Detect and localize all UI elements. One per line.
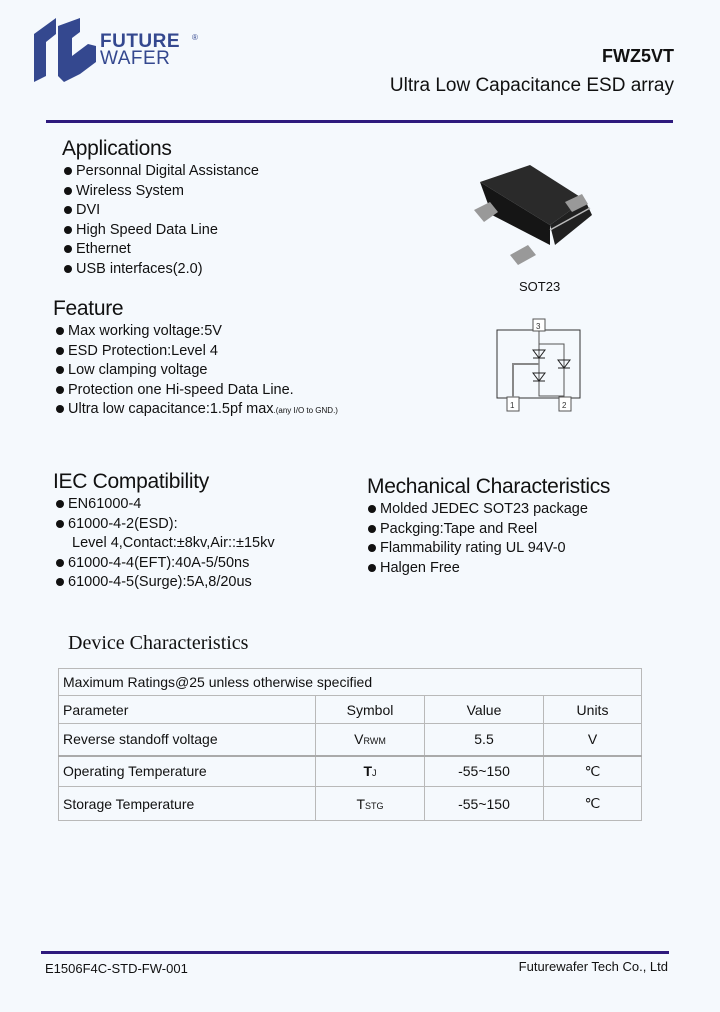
package-label: SOT23 xyxy=(519,279,561,294)
brand-line1: FUTURE xyxy=(100,31,181,52)
header-rule xyxy=(46,120,673,123)
mechanical-list xyxy=(368,500,588,578)
list-item: Low clamping voltage xyxy=(56,361,338,381)
feature-title: Feature xyxy=(53,297,124,320)
iec-list xyxy=(56,495,275,593)
table-caption: Maximum Ratings@25 unless otherwise specified xyxy=(59,669,642,696)
part-number: FWZ5VT xyxy=(602,46,674,66)
capacitance-note: .(any I/O to GND.) xyxy=(273,406,338,415)
table-row xyxy=(59,756,642,787)
unit-cell: V xyxy=(544,724,642,756)
list-item: Max working voltage:5V xyxy=(56,322,338,342)
pin-3-label: 3 xyxy=(536,322,541,331)
list-item: 61000-4-5(Surge):5A,8/20us xyxy=(56,573,275,593)
param-cell: Operating Temperature xyxy=(59,756,316,787)
list-item: Packging:Tape and Reel xyxy=(368,520,588,540)
param-cell: Reverse standoff voltage xyxy=(59,724,316,756)
list-item: High Speed Data Line xyxy=(64,221,259,241)
subtitle: Ultra Low Capacitance ESD array xyxy=(389,75,674,96)
company-logo xyxy=(32,16,98,84)
list-item: Flammability rating UL 94V-0 xyxy=(368,539,588,559)
symbol-cell: TSTG xyxy=(316,787,425,821)
list-item: 61000-4-2(ESD): xyxy=(56,515,275,535)
company-name: Futurewafer Tech Co., Ltd xyxy=(518,959,668,974)
header-cell: Value xyxy=(425,696,544,724)
footer-rule xyxy=(41,951,669,954)
mechanical-title: Mechanical Characteristics xyxy=(367,475,611,498)
list-item: Molded JEDEC SOT23 package xyxy=(368,500,588,520)
header-cell: Symbol xyxy=(316,696,425,724)
device-title: Device Characteristics xyxy=(68,632,249,654)
ratings-table xyxy=(58,668,642,821)
list-item: Level 4,Contact:±8kv,Air::±15kv xyxy=(72,535,275,551)
doc-code: E1506F4C-STD-FW-001 xyxy=(45,961,188,976)
list-item: 61000-4-4(EFT):40A-5/50ns xyxy=(56,554,275,574)
list-item: Ultra low capacitance:1.5pf max.(any I/O to GND.) xyxy=(56,400,338,420)
circuit-schematic xyxy=(496,318,582,413)
list-item: EN61000-4 xyxy=(56,495,275,515)
brand-line2: WAFER xyxy=(100,48,171,69)
list-item: ESD Protection:Level 4 xyxy=(56,342,338,362)
list-item: Wireless System xyxy=(64,182,259,202)
applications-title: Applications xyxy=(62,137,172,160)
list-item: DVI xyxy=(64,201,259,221)
unit-cell: ℃ xyxy=(544,756,642,787)
param-cell: Storage Temperature xyxy=(59,787,316,821)
table-header-row xyxy=(59,696,642,724)
iec-title: IEC Compatibility xyxy=(53,470,209,493)
unit-cell: ℃ xyxy=(544,787,642,821)
list-item: USB interfaces(2.0) xyxy=(64,260,259,280)
list-item: Personnal Digital Assistance xyxy=(64,162,259,182)
feature-list xyxy=(56,322,338,420)
value-cell: -55~150 xyxy=(425,787,544,821)
list-item: Protection one Hi-speed Data Line. xyxy=(56,381,338,401)
symbol-cell: TJ xyxy=(316,756,425,787)
symbol-cell: VRWM xyxy=(316,724,425,756)
list-item: Ethernet xyxy=(64,240,259,260)
table-row xyxy=(59,787,642,821)
value-cell: -55~150 xyxy=(425,756,544,787)
registered-mark: ® xyxy=(192,33,198,42)
applications-list xyxy=(64,162,259,279)
table-row xyxy=(59,724,642,756)
pin-2-label: 2 xyxy=(562,401,567,410)
value-cell: 5.5 xyxy=(425,724,544,756)
sot23-package-image xyxy=(470,160,610,275)
header-cell: Parameter xyxy=(59,696,316,724)
pin-1-label: 1 xyxy=(510,401,515,410)
list-item: Halgen Free xyxy=(368,559,588,579)
header-cell: Units xyxy=(544,696,642,724)
